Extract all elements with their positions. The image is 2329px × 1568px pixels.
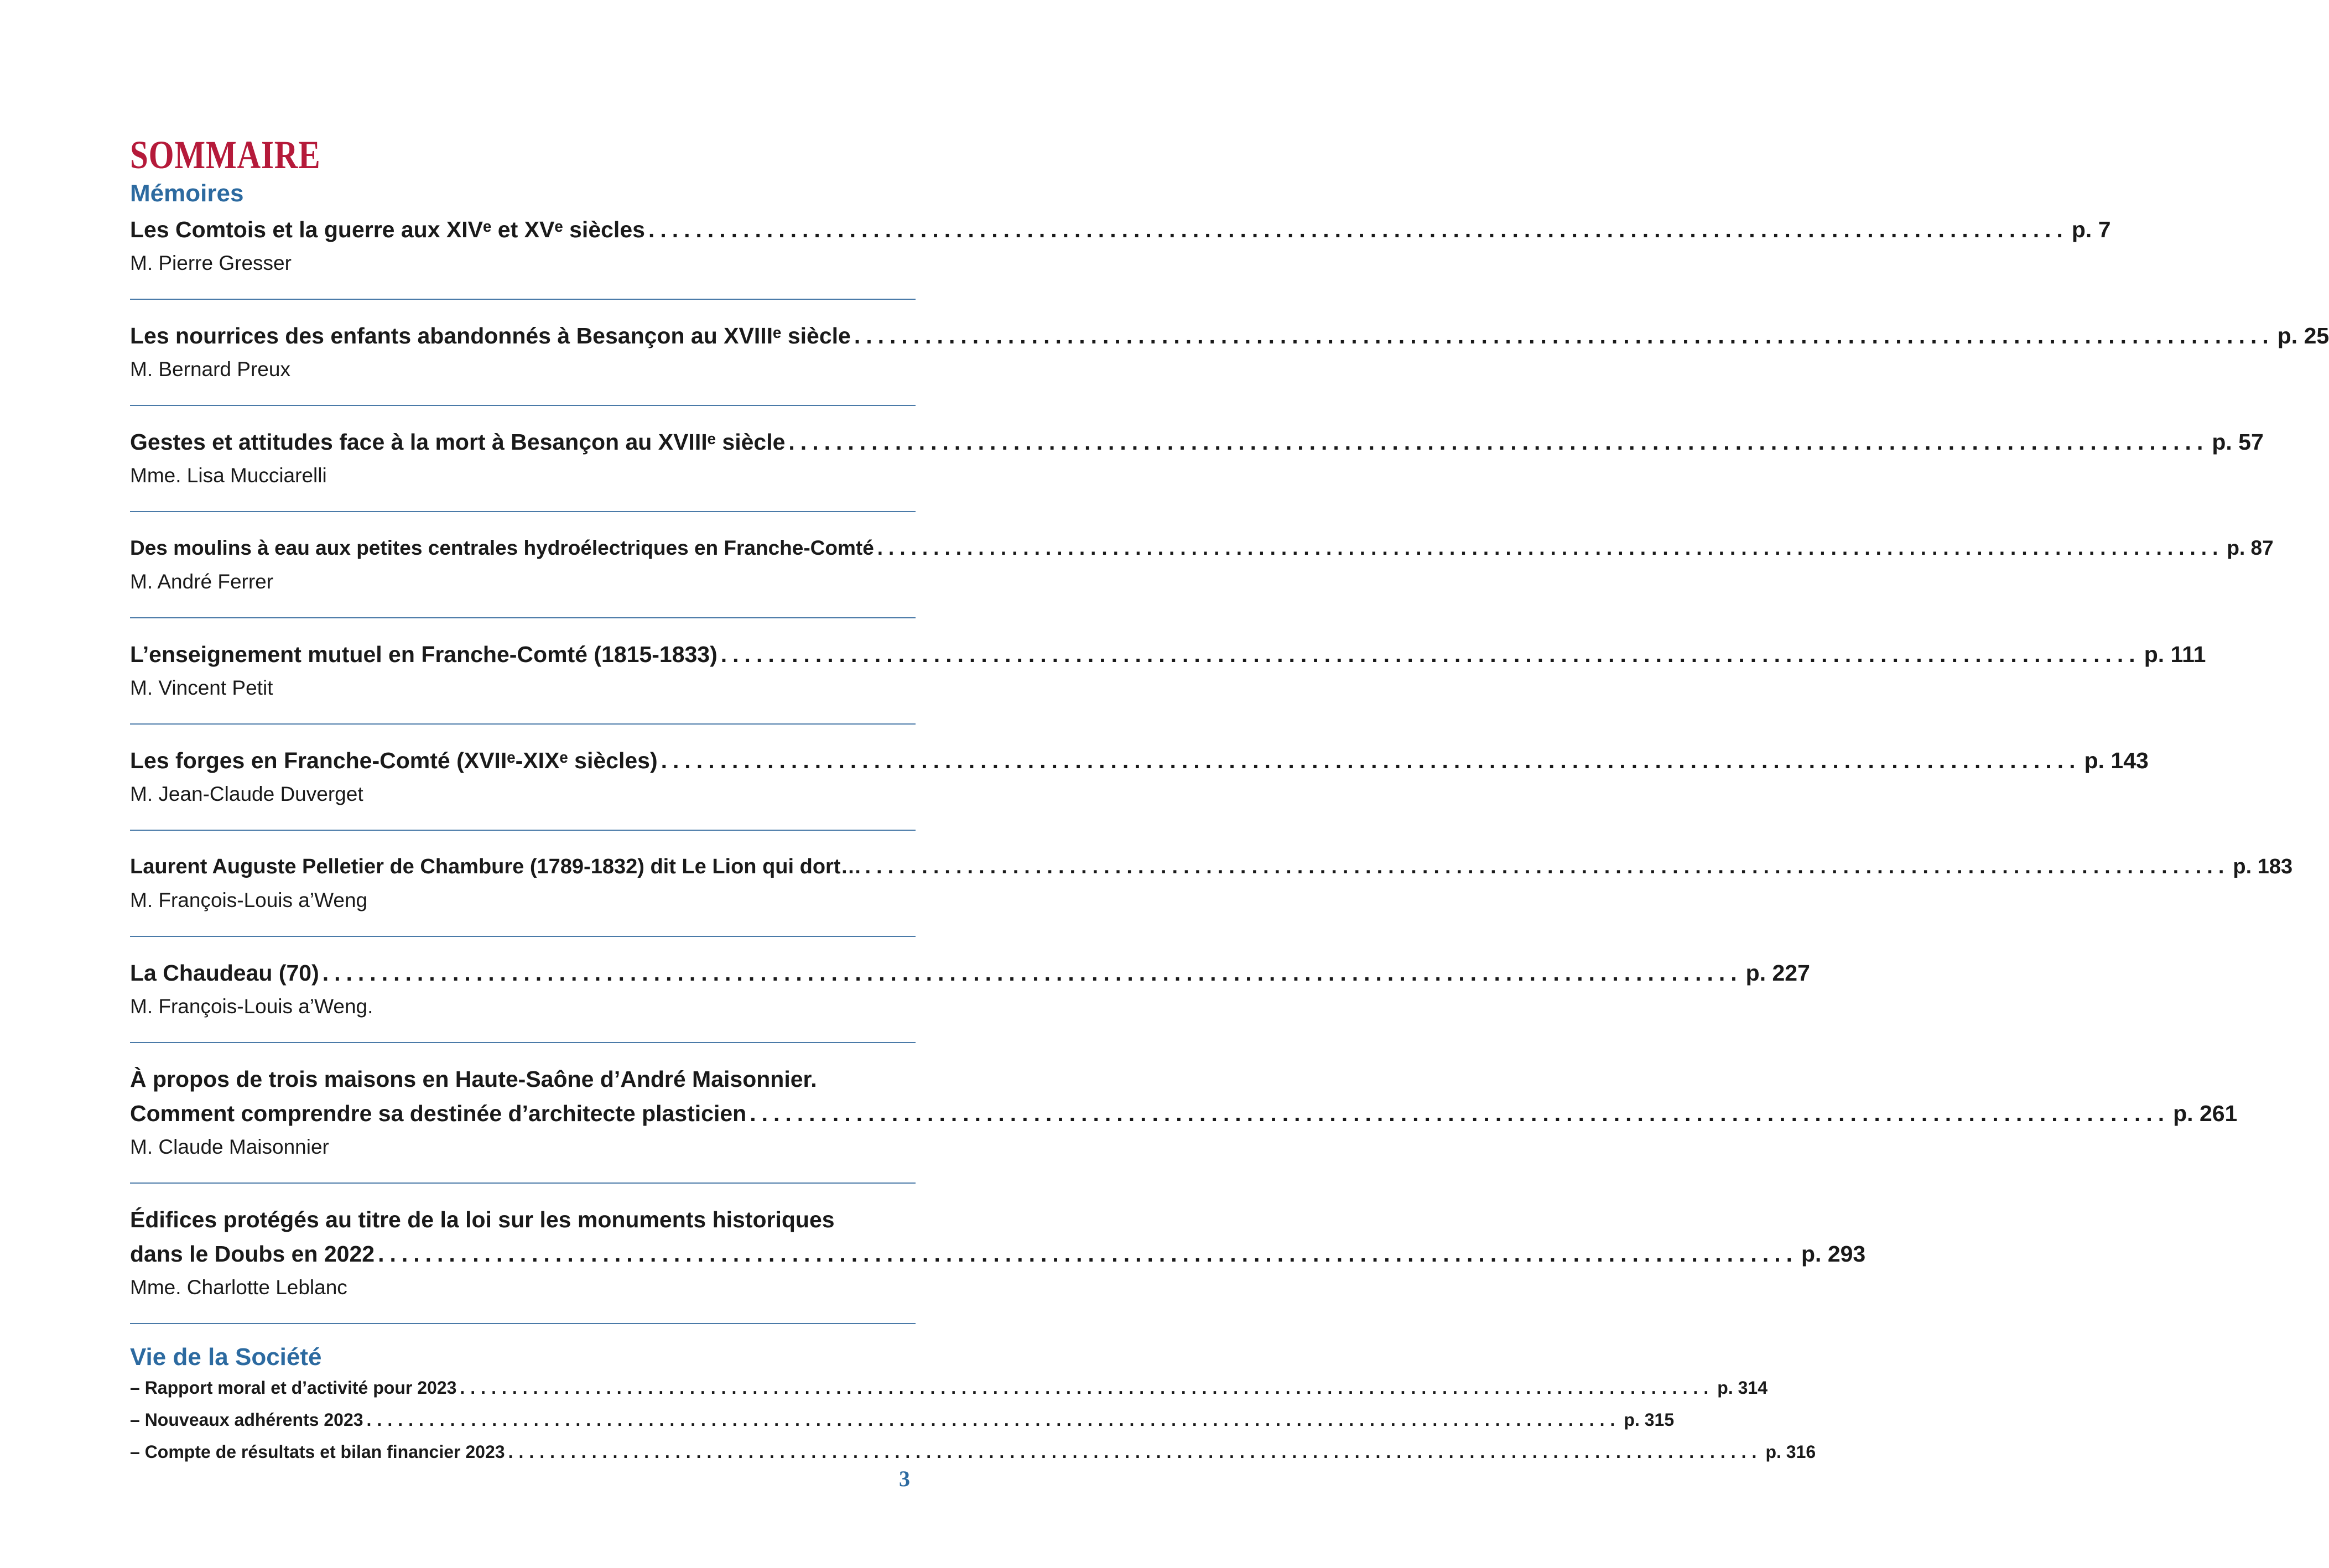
entry-title-line1: À propos de trois maisons en Haute-Saône d’André Maisonnier. xyxy=(130,1066,817,1092)
toc-entry[interactable] xyxy=(130,743,2149,810)
toc-entry[interactable] xyxy=(130,425,2264,491)
entry-author: M. Pierre Gresser xyxy=(130,252,292,274)
entry-author: M. Vincent Petit xyxy=(130,676,273,699)
vie-section xyxy=(130,1343,1816,1468)
leader-dots: ........................................................................................................................ xyxy=(750,1101,2170,1126)
leader-dots: ........................................................................................................................ xyxy=(865,855,2230,878)
toc-entry[interactable] xyxy=(130,319,2329,385)
entry-title: L’enseignement mutuel en Franche-Comté (1815-1833) xyxy=(130,642,718,667)
leader-dots: ........................................................................................................................ xyxy=(322,960,1743,986)
leader-dots: ........................................................................................................................ xyxy=(661,748,2081,773)
entry-author: Mme. Lisa Mucciarelli xyxy=(130,464,327,487)
leader-dots: ........................................................................................................................ xyxy=(854,323,2274,348)
toc-entry[interactable] xyxy=(130,1202,1866,1303)
entry-title: Laurent Auguste Pelletier de Chambure (1789-1832) dit Le Lion qui dort… xyxy=(130,855,862,878)
leader-dots: ........................................................................................................................ xyxy=(720,642,2141,667)
divider xyxy=(130,830,916,831)
divider xyxy=(130,723,916,725)
entry-page: p. 25 xyxy=(2277,323,2329,348)
divider xyxy=(130,936,916,937)
section-heading-memoires: Mémoires xyxy=(130,180,244,207)
entry-author: M. François-Louis a’Weng xyxy=(130,889,368,911)
entry-page: p. 227 xyxy=(1745,960,1810,986)
leader-dots: ........................................................................................................................ xyxy=(460,1378,1714,1398)
vie-item-page: p. 314 xyxy=(1717,1378,1767,1398)
toc-entry[interactable] xyxy=(130,956,1810,1022)
toc-entry[interactable] xyxy=(130,1062,2238,1163)
leader-dots: ........................................................................................................................ xyxy=(788,429,2209,455)
entry-page: p. 87 xyxy=(2227,536,2274,559)
entry-title: Les Comtois et la guerre aux XIVᵉ et XVᵉ siècles xyxy=(130,217,645,242)
entry-title: La Chaudeau (70) xyxy=(130,960,319,986)
vie-item[interactable] xyxy=(130,1372,1767,1404)
leader-dots: ........................................................................................................................ xyxy=(648,217,2068,242)
entry-title: Les forges en Franche-Comté (XVIIᵉ-XIXᵉ siècles) xyxy=(130,748,658,773)
entry-page: p. 143 xyxy=(2084,748,2149,773)
entry-author: M. François-Louis a’Weng. xyxy=(130,995,373,1018)
entry-page: p. 261 xyxy=(2173,1101,2238,1126)
entry-page: p. 111 xyxy=(2144,642,2206,667)
vie-item-page: p. 315 xyxy=(1624,1410,1675,1430)
entry-author: M. Jean-Claude Duverget xyxy=(130,783,363,805)
divider xyxy=(130,1323,916,1324)
entry-author: M. Claude Maisonnier xyxy=(130,1135,329,1158)
divider xyxy=(130,617,916,618)
table-of-contents xyxy=(130,133,2329,1468)
entry-title: dans le Doubs en 2022 xyxy=(130,1241,375,1267)
leader-dots: ........................................................................................................................ xyxy=(508,1442,1763,1462)
entry-author: M. André Ferrer xyxy=(130,570,274,593)
entry-page: p. 57 xyxy=(2212,429,2264,455)
toc-entry[interactable] xyxy=(130,212,2111,279)
vie-item-label: – Compte de résultats et bilan financier 2023 xyxy=(130,1442,505,1462)
divider xyxy=(130,299,916,300)
entry-title: Les nourrices des enfants abandonnés à Besançon au XVIIIᵉ siècle xyxy=(130,323,851,348)
entry-title: Des moulins à eau aux petites centrales hydroélectriques en Franche-Comté xyxy=(130,536,874,559)
toc-entry[interactable] xyxy=(130,531,2274,597)
leader-dots: ........................................................................................................................ xyxy=(366,1410,1621,1430)
divider xyxy=(130,405,916,406)
vie-item-label: – Nouveaux adhérents 2023 xyxy=(130,1410,363,1430)
vie-item[interactable] xyxy=(130,1404,1675,1436)
vie-item-label: – Rapport moral et d’activité pour 2023 xyxy=(130,1378,457,1398)
page-title: SOMMAIRE xyxy=(130,133,321,177)
divider xyxy=(130,1042,916,1043)
toc-entry[interactable] xyxy=(130,637,2206,704)
divider xyxy=(130,511,916,512)
entry-author: Mme. Charlotte Leblanc xyxy=(130,1276,347,1299)
entry-title: Comment comprendre sa destinée d’architecte plasticien xyxy=(130,1101,747,1126)
toc-entry[interactable] xyxy=(130,850,2293,916)
leader-dots: ........................................................................................................................ xyxy=(877,536,2224,559)
entry-author: M. Bernard Preux xyxy=(130,358,290,381)
leader-dots: ........................................................................................................................ xyxy=(378,1241,1798,1267)
vie-item[interactable] xyxy=(130,1436,1816,1468)
entry-page: p. 7 xyxy=(2071,217,2111,242)
page-number: 3 xyxy=(899,1466,910,1491)
entry-title-line1: Édifices protégés au titre de la loi sur les monuments historiques xyxy=(130,1207,835,1232)
entry-page: p. 293 xyxy=(1801,1241,1866,1267)
divider xyxy=(130,1182,916,1184)
vie-item-page: p. 316 xyxy=(1765,1442,1816,1462)
section-heading-vie: Vie de la Société xyxy=(130,1343,322,1371)
entry-page: p. 183 xyxy=(2233,855,2293,878)
entry-title: Gestes et attitudes face à la mort à Besançon au XVIIIᵉ siècle xyxy=(130,429,786,455)
